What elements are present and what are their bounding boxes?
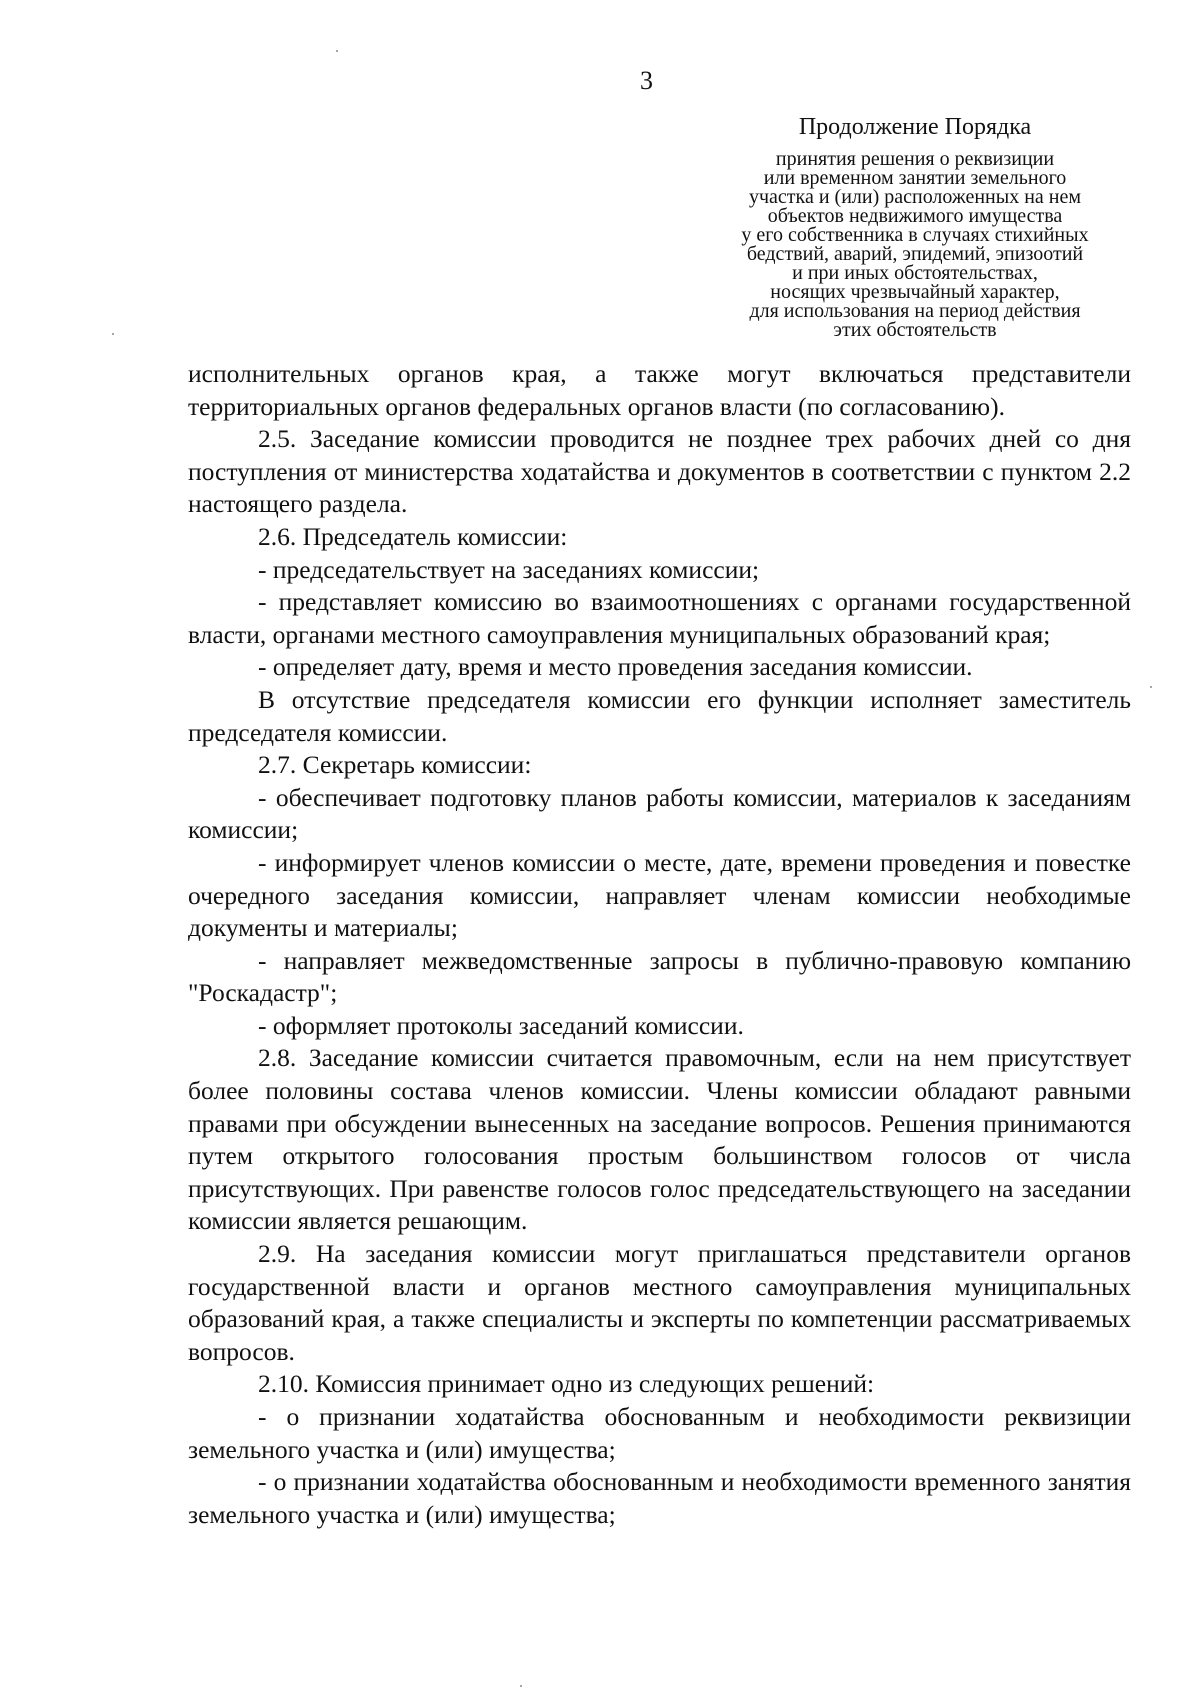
scan-speck <box>1150 686 1152 688</box>
paragraph-2-6: 2.6. Председатель комиссии: <box>258 521 568 551</box>
header-line: или временном занятии земельного <box>763 167 1067 189</box>
list-item: - о признании ходатайства обоснованным и необходимости временного занятия земельного участка и (или) имущества; <box>188 1467 1131 1529</box>
document-body <box>188 358 1131 1531</box>
header-title: Продолжение Порядка <box>798 114 1032 140</box>
header-line: этих обстоятельств <box>833 319 997 341</box>
paragraph-2-5: 2.5. Заседание комиссии проводится не позднее трех рабочих дней со дня поступления от министерства ходатайства и документов в соответствии с пунктом 2.2 настоящего раздела. <box>188 424 1131 519</box>
scan-speck <box>112 333 114 335</box>
list-item: - определяет дату, время и место проведения заседания комиссии. <box>258 652 973 682</box>
paragraph-2-8: 2.8. Заседание комиссии считается правомочным, если на нем присутствует более половины состава членов комиссии. Члены комиссии обладают равными правами при обсуждении вынесенных на заседание вопросов. Решения принимаются путем открытого голосования простым большинством голосов от числа присутствующих. При равенстве голосов голос председательствующего на заседании комиссии является решающим. <box>188 1043 1131 1236</box>
header-line: принятия решения о реквизиции <box>775 148 1055 170</box>
scan-speck <box>336 50 338 52</box>
list-item: - председательствует на заседаниях комиссии; <box>258 554 760 584</box>
paragraph-continuation: исполнительных органов края, а также могут включаться представители территориальных органов федеральных органов власти (по согласованию). <box>188 359 1131 421</box>
list-item: - обеспечивает подготовку планов работы комиссии, материалов к заседаниям комиссии; <box>188 782 1131 845</box>
paragraph-deputy: В отсутствие председателя комиссии его функции исполняет заместитель председателя комиссии. <box>188 684 1131 747</box>
header-line: участка и (или) расположенных на нем <box>748 186 1082 208</box>
list-item: - представляет комиссию во взаимоотношениях с органами государственной власти, органами местного самоуправления муниципальных образований края; <box>188 587 1131 649</box>
list-item: - о признании ходатайства обоснованным и необходимости реквизиции земельного участка и (или) имущества; <box>188 1402 1131 1464</box>
header-line: носящих чрезвычайный характер, <box>770 281 1060 303</box>
header-line: бедствий, аварий, эпидемий, эпизоотий <box>746 243 1084 265</box>
header-line: у его собственника в случаях стихийных <box>741 224 1089 246</box>
paragraph-2-7: 2.7. Секретарь комиссии: <box>258 750 532 780</box>
appendix-header <box>680 112 1150 340</box>
header-line: для использования на период действия <box>749 300 1081 322</box>
paragraph-2-9: 2.9. На заседания комиссии могут приглашаться представители органов государственной власти и органов местного самоуправления муниципальных образований края, а также специалисты и эксперты по компетенции рассматриваемых вопросов. <box>188 1239 1131 1366</box>
header-line: и при иных обстоятельствах, <box>792 262 1038 284</box>
header-line: объектов недвижимого имущества <box>767 205 1063 227</box>
list-item: - информирует членов комиссии о месте, дате, времени проведения и повестке очередного заседания комиссии, направляет членам комиссии необходимые документы и материалы; <box>188 847 1131 943</box>
scan-speck <box>520 1685 522 1687</box>
list-item: - оформляет протоколы заседаний комиссии. <box>258 1010 744 1040</box>
list-item: - направляет межведомственные запросы в публично-правовую компанию "Роскадастр"; <box>188 945 1131 1008</box>
page-number: 3 <box>640 66 653 95</box>
paragraph-2-10: 2.10. Комиссия принимает одно из следующих решений: <box>258 1369 875 1399</box>
